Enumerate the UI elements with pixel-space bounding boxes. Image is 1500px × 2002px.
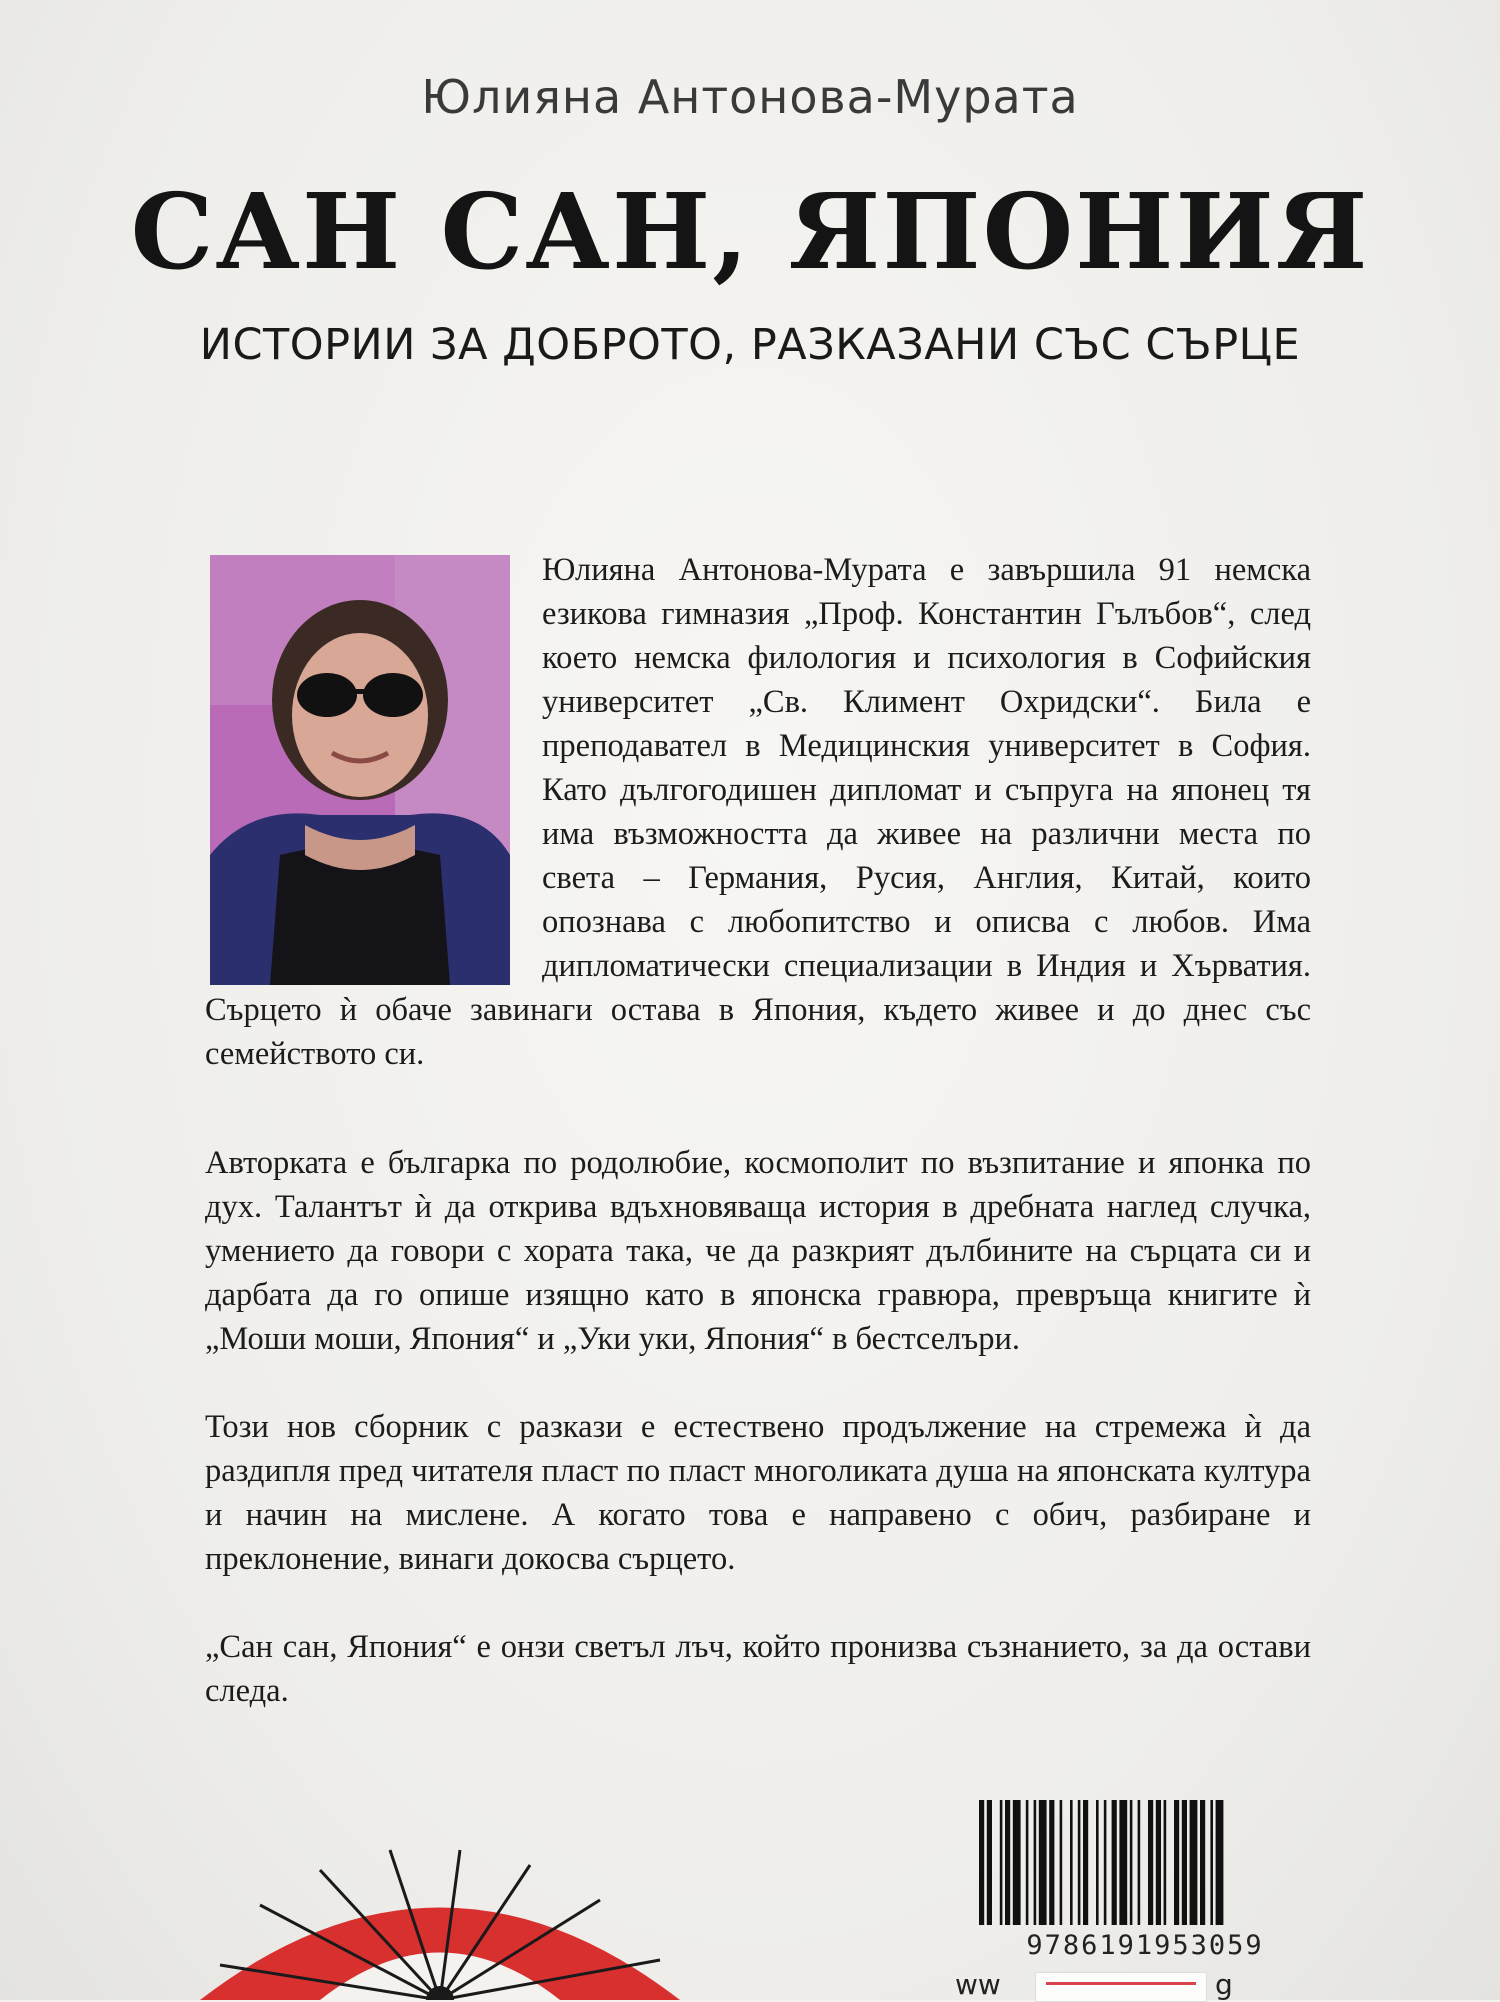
barcode-bar [1112,1800,1117,1925]
website-end: g [1215,1968,1233,2001]
barcode-bar [1096,1800,1099,1925]
barcode-bar [1026,1800,1029,1925]
barcode-bar [1119,1800,1127,1925]
barcode-bar [1174,1800,1179,1925]
barcode-bar [1000,1800,1003,1925]
barcode-bar [1190,1800,1198,1925]
barcode-bar [1182,1800,1187,1925]
barcode-bar [987,1800,992,1925]
blurb-paragraph-1: Авторката е българка по родолюбие, космополит по възпитание и японка по дух. Талантът ѝ да открива вдъхновяваща история в дребната наглед случка, умението да говори с хората така, че да разкрият дълбините на сърцата си и дарбата да го опише изящно като в японска гравюра, превръща книгите ѝ „Моши моши, Япония“ и „Уки уки, Япония“ в бестселъри. [205,1145,1311,1357]
barcode-bar [1164,1800,1167,1925]
barcode-bar [1148,1800,1153,1925]
barcode-bar [1039,1800,1047,1925]
bio-paragraph: Юлияна Антонова-Мурата е завършила 91 немска езикова гимназия „Проф. Константин Гълъбов“, след което немска филология и психология в Софийския университет „Св. Климент Охридски“. Била е преподавател в Медицинския университет в София. Като дългогодишен дипломат и съпруга на японец тя има възможността да живее на различни места по света – Германия, Русия, Англия, Китай, които опознава с любопитство и описва с любов. Има дипломатически специализации в Индия и Хърватия. Сърцето ѝ обаче завинаги остава в Япония, където живее и до днес със семейството си. [205,552,1311,1072]
website-start: ww [955,1968,1001,2001]
blurb-paragraph-3: „Сан сан, Япония“ е онзи светъл лъч, който пронизва съзнанието, за да остави следа. [205,1629,1311,1709]
barcode-bar [1138,1800,1141,1925]
photo-spacer [205,548,542,988]
barcode-bar [1005,1800,1010,1925]
barcode-bar [979,1800,984,1925]
barcode-bar [1130,1800,1133,1925]
blurb-text [205,1141,1311,1757]
author-biography [205,548,1311,1076]
barcode-bar [1104,1800,1107,1925]
barcode-bar [1156,1800,1161,1925]
blurb-paragraph-2: Този нов сборник с разкази е естествено продължение на стремежа ѝ да раздипля пред читателя пласт по пласт многоликата душа на японската култура и начин на мислене. А когато това е направено с обич, разбиране и преклонение, винаги докосва сърцето. [205,1409,1311,1577]
book-subtitle: ИСТОРИИ ЗА ДОБРОТО, РАЗКАЗАНИ СЪС СЪРЦЕ [199,320,1301,370]
barcode-bar [1013,1800,1021,1925]
umbrella-illustration [200,1845,680,2000]
book-title: САН САН, ЯПОНИЯ [130,170,1370,293]
barcode-bar [1078,1800,1081,1925]
price-sticker [1035,1972,1207,2002]
barcode-bar [1083,1800,1088,1925]
barcode-bar [1060,1800,1063,1925]
barcode-bar [1210,1800,1213,1925]
author-name: Юлияна Антонова-Мурата [421,70,1079,124]
isbn-number: 9786191953059 [1026,1930,1264,1961]
barcode-bar [1034,1800,1037,1925]
barcode-bar [1049,1800,1054,1925]
barcode-bar [1216,1800,1224,1925]
barcode-bar [1200,1800,1205,1925]
barcode-bar [1070,1800,1073,1925]
